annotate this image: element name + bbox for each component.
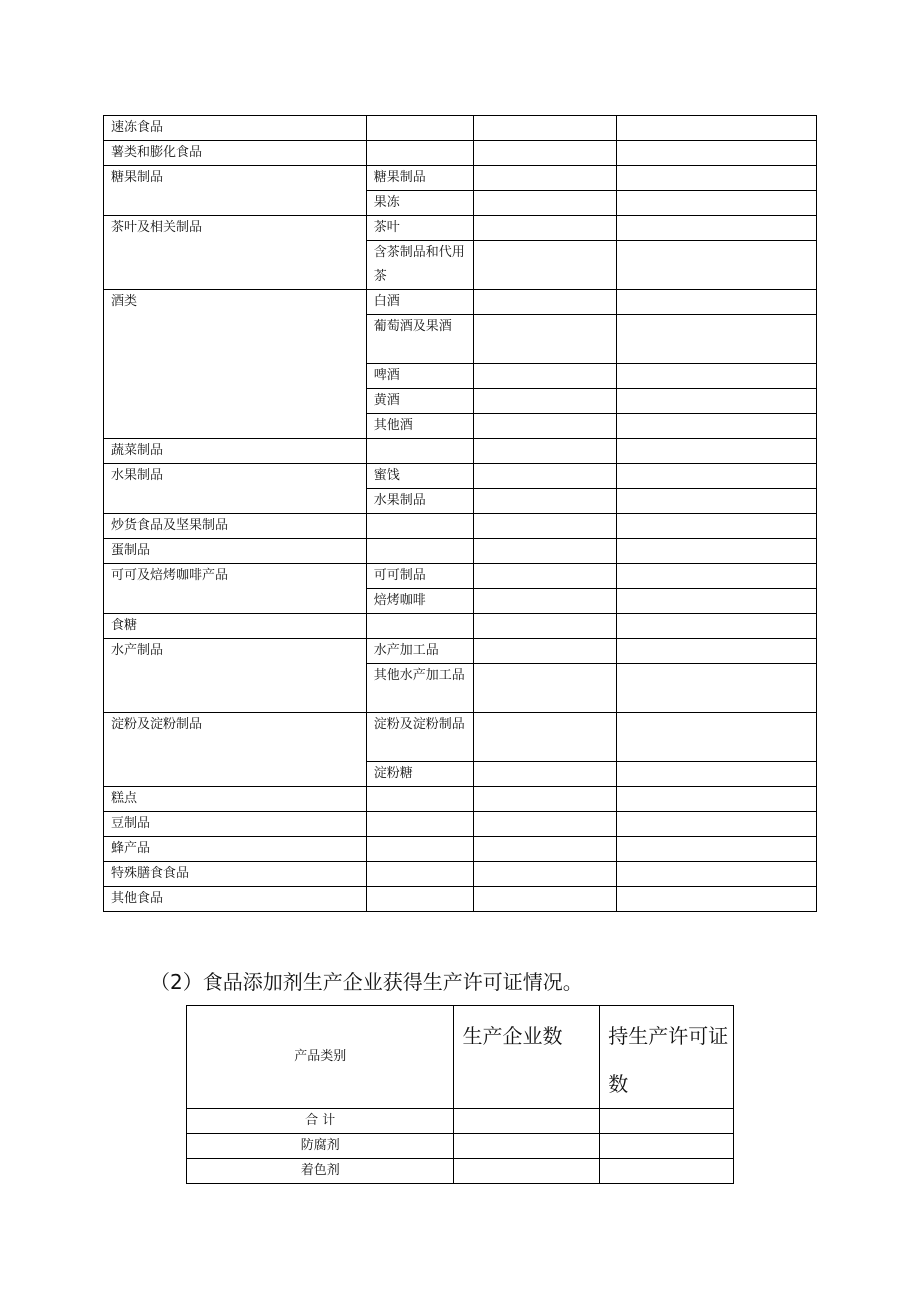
- section-heading: （2）食品添加剂生产企业获得生产许可证情况。: [150, 970, 583, 994]
- subcategory-cell: 糖果制品: [366, 166, 473, 191]
- subcategory-cell: 葡萄酒及果酒: [366, 315, 473, 364]
- table-row: [104, 837, 817, 862]
- table-row: [104, 887, 817, 912]
- table-row: [104, 439, 817, 464]
- header-category: 产品类别: [187, 1006, 454, 1109]
- subcategory-cell: [366, 787, 473, 812]
- table-row: [187, 1159, 734, 1184]
- category-cell: 薯类和膨化食品: [104, 141, 367, 166]
- category-cell: 糖果制品: [104, 166, 367, 216]
- category-cell: 淀粉及淀粉制品: [104, 713, 367, 787]
- table-row: [104, 564, 817, 589]
- category-cell: 可可及焙烤咖啡产品: [104, 564, 367, 614]
- table-row: [104, 514, 817, 539]
- category-cell: 蜂产品: [104, 837, 367, 862]
- subcategory-cell: [366, 862, 473, 887]
- category-cell: 着色剂: [187, 1159, 454, 1184]
- table-row: [104, 787, 817, 812]
- table-row: [187, 1109, 734, 1134]
- header-enterprises: 生产企业数: [454, 1006, 600, 1109]
- subcategory-cell: [366, 837, 473, 862]
- subcategory-cell: 蜜饯: [366, 464, 473, 489]
- subcategory-cell: [366, 887, 473, 912]
- additive-license-table: [186, 1005, 734, 1184]
- category-cell: 蔬菜制品: [104, 439, 367, 464]
- category-cell: 茶叶及相关制品: [104, 216, 367, 290]
- category-cell: 水产制品: [104, 639, 367, 713]
- food-license-table: [103, 115, 817, 912]
- table-header-row: [187, 1006, 734, 1109]
- table-row: [104, 812, 817, 837]
- subcategory-cell: 可可制品: [366, 564, 473, 589]
- table-row: [104, 539, 817, 564]
- subcategory-cell: 淀粉糖: [366, 762, 473, 787]
- subcategory-cell: 含茶制品和代用茶: [366, 241, 473, 290]
- subcategory-cell: 啤酒: [366, 364, 473, 389]
- subcategory-cell: 水产加工品: [366, 639, 473, 664]
- subcategory-cell: 焙烤咖啡: [366, 589, 473, 614]
- category-cell: 酒类: [104, 290, 367, 439]
- subcategory-cell: 淀粉及淀粉制品: [366, 713, 473, 762]
- subcategory-cell: 茶叶: [366, 216, 473, 241]
- category-cell: 合 计: [187, 1109, 454, 1134]
- category-cell: 防腐剂: [187, 1134, 454, 1159]
- table-row: [187, 1134, 734, 1159]
- subcategory-cell: [366, 812, 473, 837]
- subcategory-cell: 果冻: [366, 191, 473, 216]
- category-cell: 炒货食品及坚果制品: [104, 514, 367, 539]
- subcategory-cell: [366, 514, 473, 539]
- category-cell: 食糖: [104, 614, 367, 639]
- table-row: [104, 166, 817, 191]
- subcategory-cell: [366, 141, 473, 166]
- table-row: [104, 216, 817, 241]
- category-cell: 特殊膳食食品: [104, 862, 367, 887]
- subcategory-cell: 白酒: [366, 290, 473, 315]
- header-licenses: 持生产许可证数: [600, 1006, 734, 1109]
- category-cell: 水果制品: [104, 464, 367, 514]
- table-row: [104, 141, 817, 166]
- category-cell: 蛋制品: [104, 539, 367, 564]
- subcategory-cell: [366, 539, 473, 564]
- table-row: [104, 614, 817, 639]
- subcategory-cell: 其他水产加工品: [366, 664, 473, 713]
- table-row: [104, 639, 817, 664]
- table-row: [104, 290, 817, 315]
- table-row: [104, 862, 817, 887]
- subcategory-cell: 水果制品: [366, 489, 473, 514]
- table-row: [104, 464, 817, 489]
- subcategory-cell: [366, 614, 473, 639]
- subcategory-cell: 黄酒: [366, 389, 473, 414]
- subcategory-cell: [366, 116, 473, 141]
- subcategory-cell: [366, 439, 473, 464]
- category-cell: 豆制品: [104, 812, 367, 837]
- table-row: [104, 116, 817, 141]
- subcategory-cell: 其他酒: [366, 414, 473, 439]
- table-row: [104, 713, 817, 762]
- category-cell: 其他食品: [104, 887, 367, 912]
- category-cell: 糕点: [104, 787, 367, 812]
- category-cell: 速冻食品: [104, 116, 367, 141]
